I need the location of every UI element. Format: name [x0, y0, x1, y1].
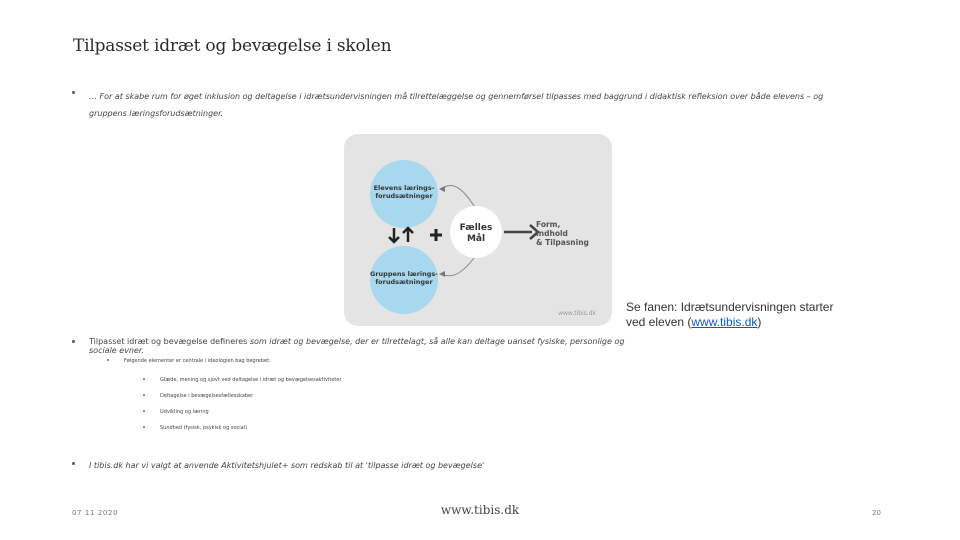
slide-title: Tilpasset idræt og bevægelse i skolen	[73, 36, 392, 56]
bullet-marker	[72, 91, 75, 94]
up-arrow-icon	[403, 228, 413, 242]
definition-prefix: Tilpasset idræt og bevægelse defineres	[89, 337, 250, 346]
form-label: Form,	[536, 220, 561, 229]
caption-suffix: )	[757, 315, 762, 329]
sub-item-4: Sundhed (fysisk, psykisk og social)	[160, 425, 248, 431]
sub-item-3: Udvikling og læring	[160, 409, 209, 415]
bullet-definition	[89, 337, 649, 355]
caption-reference	[626, 300, 866, 330]
diagram-watermark: www.tibis.dk	[558, 310, 596, 317]
caption-line1: Se fanen: Idrætsundervisningen starter	[626, 300, 834, 314]
definition-text: som idræt og bevægelse, der er tilrettelagt, så alle kan deltage uanset fysiske, personlige og sociale evner.	[89, 337, 625, 355]
sub-item-1: Glæde, mening og sjovt ved deltagelse i idræt og bevægelsesaktiviteter	[160, 377, 342, 383]
sub-bullet-marker	[143, 394, 145, 396]
arrow-to-gruppens	[440, 258, 474, 276]
arrow-to-elevens	[440, 185, 474, 206]
sub-bullet-marker	[143, 378, 145, 380]
footer-date: 07 11 2020	[72, 509, 119, 517]
bullet-aktivitetshjulet: I tibis.dk har vi valgt at anvende Aktivitetshjulet+ som redskab til at 'tilpasse idræt og bevægelse'	[89, 461, 485, 470]
caption-line2	[626, 315, 866, 330]
diagram-svg	[344, 134, 612, 326]
maal-label: Mål	[466, 234, 486, 244]
plus-icon	[430, 229, 442, 241]
sub-bullet-marker	[143, 410, 145, 412]
bullet-inclusion: … For at skabe rum for øget inklusion og deltagelse i idrætsundervisningen må tilrettelæggelse og gennemførsel tilpasses med baggrund i didaktisk refleksion over både elevens – og gruppens læringsforudsætninger.	[89, 92, 824, 118]
gruppens-label: Gruppens lærings-forudsætninger	[370, 270, 438, 286]
sub-bullet-marker	[143, 426, 145, 428]
sub-item-2: Deltagelse i bevægelsesfællesskaber	[160, 393, 254, 399]
tibis-link[interactable]: www.tibis.dk	[691, 315, 758, 329]
footer-site: www.tibis.dk	[440, 503, 520, 517]
sub-heading: Følgende elementer er centrale i ideologien bag begrebet:	[124, 358, 271, 364]
bullet-marker	[72, 340, 75, 343]
elevens-label: Elevens lærings-forudsætninger	[373, 184, 435, 200]
caption-prefix: ved eleven (	[626, 315, 692, 329]
indhold-label: Indhold	[536, 229, 568, 238]
sub-bullet-marker	[107, 359, 109, 361]
page-number: 20	[872, 509, 881, 517]
down-arrow-icon	[389, 228, 399, 242]
faelles-label: Fælles	[459, 223, 493, 233]
didactic-diagram	[344, 134, 612, 326]
tilpasning-label: & Tilpasning	[536, 238, 589, 247]
bullet-marker	[72, 462, 75, 465]
